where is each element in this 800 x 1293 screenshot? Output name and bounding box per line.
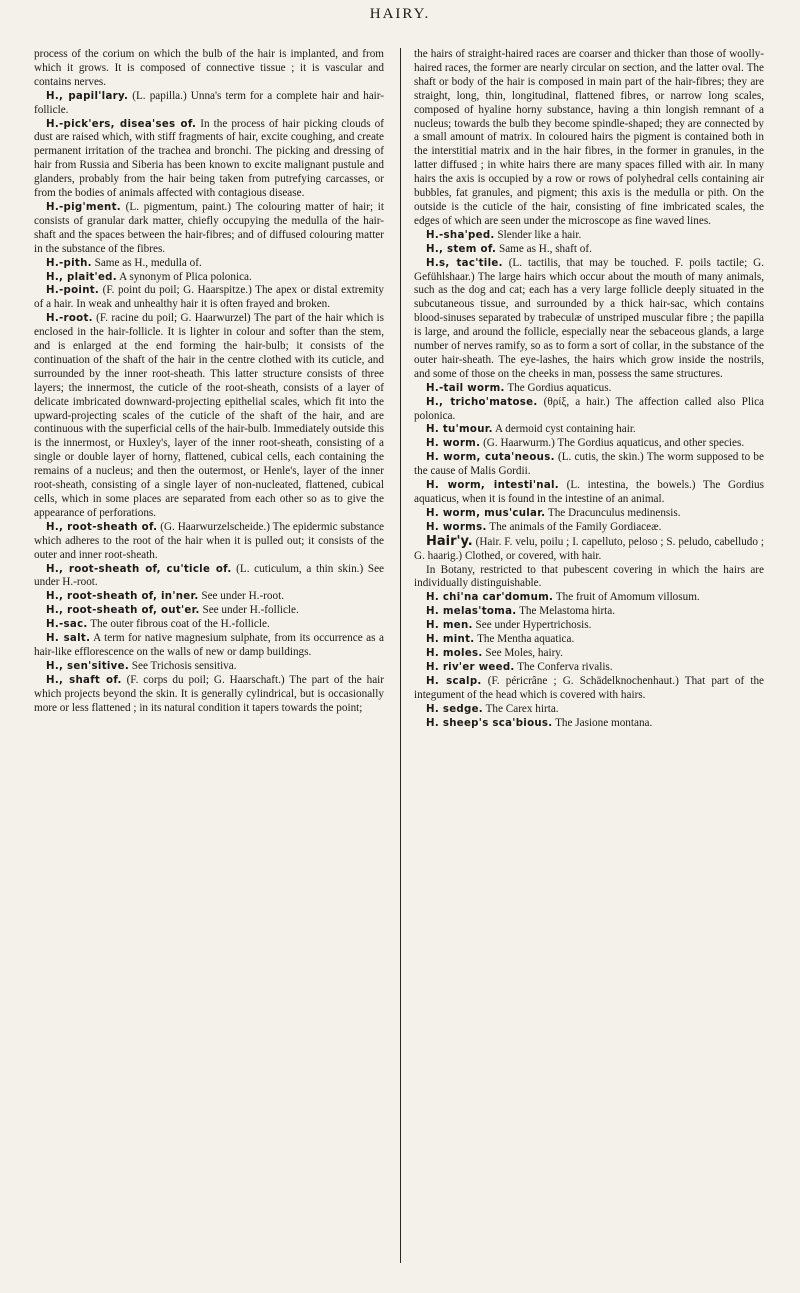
entry-definition: See Moles, hairy. <box>485 646 563 659</box>
entry-definition: (G. Haarwurm.) The Gordius aquaticus, and other species. <box>483 437 745 450</box>
entry-definition: (θρίξ, a hair.) The affection called also Plica polonica. <box>414 395 765 422</box>
dictionary-entry <box>34 118 384 201</box>
entry-headword: H.-sha'ped. <box>426 229 495 241</box>
entry-definition: (L. cuticulum, a thin skin.) See under H.-root. <box>34 562 385 589</box>
left-opening-text: process of the corium on which the bulb of the hair is implanted, and from which it grows. It is composed of connective tissue ; it is vascular and contains nerves. <box>34 48 384 88</box>
entry-headword: H.s, tac'tile. <box>426 257 503 269</box>
entry-headword: H.-tail worm. <box>426 382 505 394</box>
running-head: HAIRY. <box>369 6 431 22</box>
entry-definition: A synonym of Plica polonica. <box>119 270 252 283</box>
entry-headword: H. worms. <box>426 521 487 533</box>
entry-headword: H. moles. <box>426 647 483 659</box>
dictionary-entry <box>34 660 384 674</box>
entry-definition: The Dracunculus medinensis. <box>547 506 681 519</box>
dictionary-entry <box>414 437 764 451</box>
entry-definition: In Botany, restricted to that pubescent covering in which the hairs are individually distinguishable. <box>414 563 764 590</box>
dictionary-entry <box>414 521 764 535</box>
dictionary-entry <box>414 257 764 382</box>
entry-headword: H.-pig'ment. <box>46 201 121 213</box>
entry-definition: (L. pigmentum, paint.) The colouring matter of hair; it consists of granular dark matter, chiefly occupying the medulla of the hair-shaft and the spaces between the hair-fibres; and of diffused colouring matter in the substance of the fibres. <box>34 200 385 255</box>
entry-definition: (Hair. F. velu, poilu ; I. capelluto, peloso ; S. peludo, cabelludo ; G. haarig.) Clothed, or covered, with hair. <box>414 535 764 562</box>
entry-headword: H. worm, cuta'neous. <box>426 452 555 464</box>
entry-definition: The outer fibrous coat of the H.-follicle. <box>90 618 270 631</box>
entry-definition: (L. tactilis, that may be touched. F. poils tactile; G. Gefühlshaar.) The large hairs which occur about the mouth of many animals, such as the dog and cat; each has a very large follicle deeply situated in the subcutaneous tissue, and surrounded by a thick hair-sac, which contains blood-sinuses separated by trabeculæ of unstriped muscular fibre ; the papilla is large, and around the follicle, especially near the sebaceous glands, a large number of nerves ramify, so as to form a sort of collar, in the substance of the outer hair-sheath. The eye-lashes, the hairs which grow inside the nostrils, and some of those on the cheeks in man, possess the same structures. <box>414 256 765 380</box>
dictionary-entry <box>414 507 764 521</box>
entry-definition: The Jasione montana. <box>555 716 653 729</box>
entry-headword: H., root-sheath of, in'ner. <box>46 591 199 603</box>
entry-headword: H.-root. <box>46 313 93 325</box>
dictionary-entry <box>414 661 764 675</box>
right-column <box>414 48 764 730</box>
dictionary-entry <box>34 604 384 618</box>
entry-definition: (F. corps du poil; G. Haarschaft.) The part of the hair which projects beyond the skin. It is generally cylindrical, but is occasionally more or less flattened ; in its natural condition it tapers towards the point; <box>34 673 384 714</box>
entry-headword: H. tu'mour. <box>426 424 493 436</box>
dictionary-entry <box>414 605 764 619</box>
dictionary-entry <box>34 201 384 257</box>
dictionary-entry <box>34 312 384 521</box>
dictionary-entry <box>414 647 764 661</box>
entry-headword: H. sheep's sca'bious. <box>426 717 553 729</box>
entry-headword: H.-pith. <box>46 257 92 269</box>
entry-headword: H. riv'er weed. <box>426 661 515 673</box>
dictionary-entry <box>414 479 764 507</box>
entry-definition: See Trichosis sensitiva. <box>131 659 237 672</box>
dictionary-entry <box>414 423 764 437</box>
entry-definition: The Conferva rivalis. <box>517 660 613 673</box>
entry-definition: See under H.-follicle. <box>202 604 299 617</box>
entry-headword: H. scalp. <box>426 675 482 687</box>
dictionary-entry <box>414 675 764 703</box>
entry-headword: H.-point. <box>46 285 100 297</box>
dictionary-entry <box>34 590 384 604</box>
entry-headword: H., papil'lary. <box>46 90 129 102</box>
entry-headword: H. men. <box>426 620 473 632</box>
dictionary-entry <box>34 618 384 632</box>
entry-definition: Slender like a hair. <box>497 228 582 241</box>
entry-headword: H., sen'sitive. <box>46 660 129 672</box>
entry-headword: H. melas'toma. <box>426 606 517 618</box>
dictionary-entry <box>34 90 384 118</box>
dictionary-entry <box>414 243 764 257</box>
dictionary-entry <box>414 703 764 717</box>
entry-definition: (F. racine du poil; G. Haarwurzel) The part of the hair which is enclosed in the hair-follicle. It is lighter in colour and softer than the stem, and is enlarged at the end forming the hair-bulb; it consists of the continuation of the shaft of the hair in the centre clothed with its cuticle, and surrounded by the inner root-sheath. This latter structure consists of three layers; the innermost, the cuticle of the root-sheath, consists of a layer of delicate imbricated downward-projecting epithelial scales, which fit into the upward-projecting scales of the cuticle of the shaft of the hair, and are continuous with the superficial cells of the hair-bulb. Immediately outside this is the innermost, or Huxley's, layer of the inner root-sheath, consisting of a single or double layer of horny, flattened, cubical cells, each containing the remains of a nucleus; and then the outermost, or Henle's, layer of the inner root-sheath, consisting of a single layer of non-nucleated, flattened, cubical cells, which in some places are separated from each other so as to give the appearance of perforations. <box>34 312 384 519</box>
entry-headword: H. chi'na car'domum. <box>426 592 554 604</box>
entry-definition: Same as H., shaft of. <box>498 242 592 255</box>
entry-definition: (L. intestina, the bowels.) The Gordius aquaticus, when it is found in the intestine of an animal. <box>414 479 764 505</box>
entry-headword: H. sedge. <box>426 703 483 715</box>
entry-definition: The fruit of Amomum villosum. <box>555 591 700 604</box>
entry-headword: Hair'y. <box>426 533 473 549</box>
dictionary-entry <box>414 564 764 592</box>
entry-definition: A dermoid cyst containing hair. <box>494 423 636 436</box>
entry-definition: The Mentha aquatica. <box>477 633 575 646</box>
entry-definition: Same as H., medulla of. <box>94 256 202 269</box>
dictionary-entry <box>34 271 384 285</box>
entry-headword: H.-pick'ers, disea'ses of. <box>46 118 197 130</box>
entry-definition: See under H.-root. <box>201 590 284 603</box>
entry-definition: (L. cutis, the skin.) The worm supposed to be the cause of Malis Gordii. <box>414 451 764 478</box>
entry-definition: In the process of hair picking clouds of dust are raised which, with stiff fragments of hair, excite coughing, and create permanent irritation of the trachea and bronchi. The picking and dressing of hair from Russia and Siberia has been known to excite malignant pustule and glanders, probably from the hair being taken from putrefying carcasses, or from the bodies of animals affected with contagious disease. <box>34 117 384 200</box>
entry-headword: H., root-sheath of, out'er. <box>46 605 200 617</box>
entry-headword: H. mint. <box>426 634 475 646</box>
dictionary-entry <box>414 229 764 243</box>
dictionary-entry <box>34 257 384 271</box>
entry-headword: H., shaft of. <box>46 674 122 686</box>
entry-headword: H., root-sheath of, cu'ticle of. <box>46 563 232 575</box>
entry-definition: See under Hypertrichosis. <box>475 619 592 632</box>
entry-headword: H., root-sheath of. <box>46 521 158 533</box>
entry-definition: The Melastoma hirta. <box>519 605 616 618</box>
entry-headword: H., tricho'matose. <box>426 396 538 408</box>
entry-definition: The Gordius aquaticus. <box>507 381 612 394</box>
entry-definition: The Carex hirta. <box>485 702 559 715</box>
entry-definition: A term for native magnesium sulphate, from its occurrence as a hair-like efflorescence on the walls of new or damp buildings. <box>34 632 384 658</box>
dictionary-entry <box>414 451 764 479</box>
entry-definition: The animals of the Family Gordiaceæ. <box>489 520 662 533</box>
entry-definition: (L. papilla.) Unna's term for a complete hair and hair-follicle. <box>34 89 384 116</box>
entry-definition: (F. point du poil; G. Haarspitze.) The apex or distal extremity of a hair. In weak and unhealthy hair it is often frayed and broken. <box>34 284 385 311</box>
dictionary-entry <box>414 396 764 424</box>
dictionary-entry <box>34 563 384 591</box>
entry-headword: H. worm. <box>426 438 481 450</box>
entry-headword: H. worm, mus'cular. <box>426 507 546 519</box>
column-divider <box>400 48 401 1263</box>
entry-headword: H. worm, intesti'nal. <box>426 480 559 492</box>
dictionary-entry <box>414 717 764 731</box>
dictionary-entry <box>34 632 384 660</box>
entry-definition: (G. Haarwurzelscheide.) The epidermic substance which adheres to the root of the hair when it is pulled out; it consists of the outer and inner root-sheath. <box>34 520 385 561</box>
entry-headword: H.-sac. <box>46 619 88 631</box>
entry-headword: H., stem of. <box>426 243 497 255</box>
dictionary-entry <box>414 535 764 564</box>
dictionary-entry <box>414 382 764 396</box>
dictionary-entry <box>34 284 384 312</box>
entry-headword: H. salt. <box>46 633 91 645</box>
dictionary-entry <box>414 591 764 605</box>
dictionary-entry <box>414 619 764 633</box>
dictionary-entry <box>34 521 384 563</box>
entry-definition: (F. péricrâne ; G. Schädelknochenhaut.) That part of the integument of the head which is covered with hairs. <box>414 674 765 701</box>
left-column <box>34 48 384 716</box>
entry-headword: H., plait'ed. <box>46 271 117 283</box>
dictionary-entry <box>414 633 764 647</box>
right-opening-text: the hairs of straight-haired races are coarser and thicker than those of woolly-haired races, the former are nearly circular on section, and the latter oval. The shaft or body of the hair is composed in main part of the hair-fibres; they are straight, long, thin, longitudinal, flattened fibres, or narrow long scales, composed of hyaline horny substance, having a thin longish remnant of a nucleus; towards the bulb they become spindle-shaped; they are connected by a small amount of matrix. In coloured hairs the pigment is contained both in the interstitial matrix and in the hair fibres, in the former in granules, in the latter diffused ; in white hairs there are many spaces filled with air. In many hairs the axis is occupied by a row or rows of polyhedral cells containing air bubbles, fat granules, and pigment; this axis is the medulla or pith. On the outside is the cuticle of the hair, consisting of fine imbricated scales, the edges of which are seen under the microscope as fine waved lines. <box>414 48 764 227</box>
dictionary-entry <box>34 674 384 716</box>
